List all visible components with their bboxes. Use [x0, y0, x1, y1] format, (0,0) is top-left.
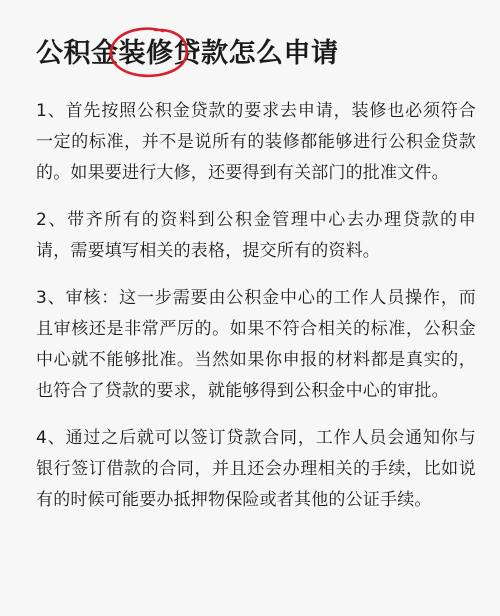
paragraph-step-4: 4、通过之后就可以签订贷款合同，工作人员会通知你与银行签订借款的合同，并且还会办理相关的手续，比如说有的时候可能要办抵押物保险或者其他的公证手续。 — [36, 428, 476, 510]
paragraph-step-3: 3、审核：这一步需要由公积金中心的工作人员操作，而且审核还是非常严厉的。如果不符合相关的标准，公积金中心就不能够批准。当然如果你申报的材料都是真实的，也符合了贷款的要求，就能够得到公积金中心的审批。 — [36, 288, 476, 401]
paragraph-step-1: 1、首先按照公积金贷款的要求去申请，装修也必须符合一定的标准，并不是说所有的装修都能够进行公积金贷款的。如果要进行大修，还要得到有关部门的批准文件。 — [36, 101, 476, 183]
title-highlight — [119, 34, 174, 74]
title-suffix: 贷款怎么申请 — [173, 38, 339, 69]
title-prefix: 公积金 — [36, 38, 119, 69]
page-title — [36, 0, 476, 74]
paragraph-step-2: 2、带齐所有的资料到公积金管理中心去办理贷款的申请，需要填写相关的表格，提交所有的资料。 — [36, 210, 476, 261]
title-circled-text: 装修 — [118, 38, 174, 69]
